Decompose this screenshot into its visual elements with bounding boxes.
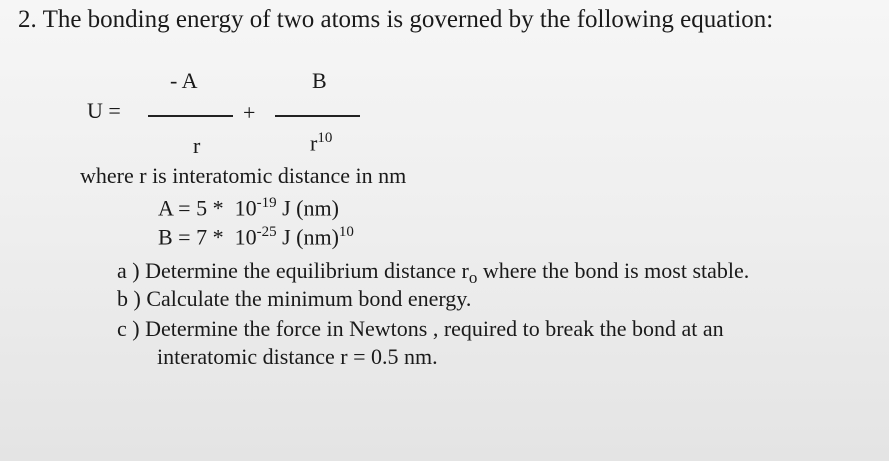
problem-number: 2.	[18, 6, 37, 33]
term2-numerator: B	[312, 68, 327, 93]
constant-b-unit-exponent: 10	[338, 224, 354, 240]
part-a	[117, 258, 749, 288]
part-a-text-after: where the bond is most stable.	[477, 258, 750, 283]
part-c-label: c )	[117, 316, 140, 341]
constant-a-base: 10	[234, 195, 257, 221]
term2-denominator-base: r	[310, 130, 318, 156]
part-c-text: Determine the force in Newtons , required to break the bond at an	[145, 316, 724, 341]
part-a-subscript: o	[468, 268, 478, 287]
term2-fraction-bar	[275, 115, 360, 117]
part-b-text: Calculate the minimum bond energy.	[146, 286, 472, 311]
term1-fraction-bar	[148, 115, 233, 117]
equation-lhs: U =	[87, 98, 121, 123]
problem-statement: The bonding energy of two atoms is governed by the following equation:	[42, 6, 774, 33]
constant-b-base: 10	[234, 224, 257, 250]
constant-b-exponent: -25	[256, 224, 277, 240]
part-c	[117, 316, 724, 342]
constant-a-prefix: A = 5 *	[158, 195, 224, 221]
part-b-label: b )	[117, 286, 141, 311]
part-a-text: Determine the equilibrium distance r	[145, 258, 469, 283]
term1-numerator: - A	[170, 68, 198, 93]
term2-denominator	[310, 130, 332, 156]
constant-a-exponent: -19	[256, 195, 277, 211]
constant-a-unit: J (nm)	[282, 195, 339, 221]
term2-denominator-exponent: 10	[317, 130, 333, 146]
part-a-label: a )	[117, 258, 140, 283]
where-line: where r is interatomic distance in nm	[80, 163, 407, 188]
plus-sign: +	[243, 100, 256, 125]
constant-b	[158, 224, 354, 250]
problem-heading	[18, 6, 773, 34]
part-c-continuation: interatomic distance r = 0.5 nm.	[157, 344, 438, 369]
term1-denominator: r	[193, 133, 201, 158]
part-b	[117, 286, 471, 312]
constant-a	[158, 195, 339, 221]
constant-b-prefix: B = 7 *	[158, 224, 224, 250]
constant-b-unit: J (nm)	[282, 224, 339, 250]
